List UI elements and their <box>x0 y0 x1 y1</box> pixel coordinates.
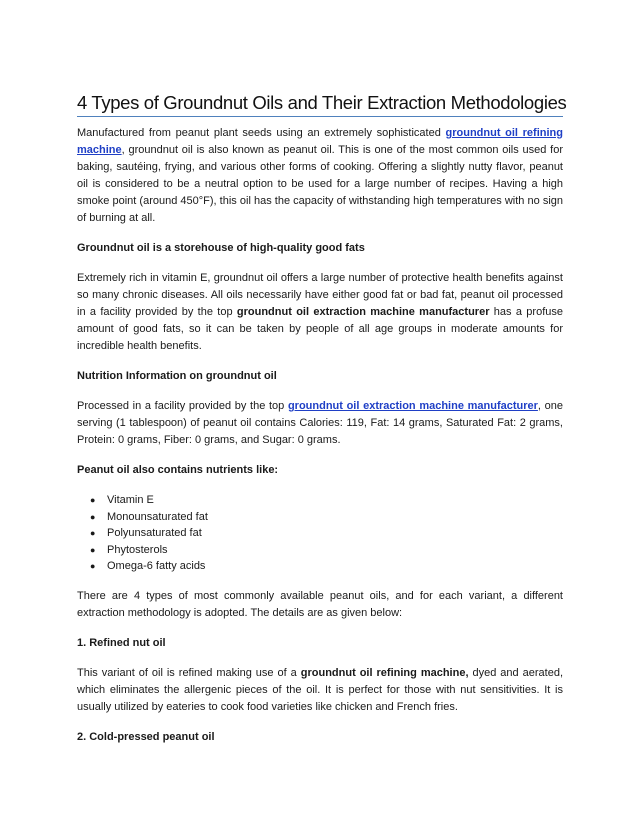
list-item: ● Monounsaturated fat <box>77 509 563 526</box>
fats-paragraph <box>77 270 563 355</box>
nutrition-text-end: , one serving (1 tablespoon) of peanut oil contains Calories: 119, Fat: 14 grams, Saturated Fat: 2 grams, Protein: 0 grams, Fiber: 0 grams, and Sugar: 0 grams. <box>77 400 563 446</box>
nutrients-heading: Peanut oil also contains nutrients like: <box>77 464 279 476</box>
fats-text-start: Extremely rich in vitamin E, groundnut oil offers a large number of protective health benefits against so many chronic diseases. All oils necessarily have either good fat or bad fat, peanut oil processed in a facility provided by the top <box>77 272 563 318</box>
fats-bold-phrase: groundnut oil extraction machine manufacturer <box>236 306 490 318</box>
refined-oil-heading: 1. Refined nut oil <box>77 636 166 649</box>
refined-text-end: dyed and aerated, which eliminates the allergenic pieces of the oil. It is perfect for those with nut sensitivities. It is usually utilized by eateries to cook food varieties like chicken and French fries. <box>77 666 563 713</box>
bullet-icon: ● <box>90 495 96 505</box>
list-item: ● Vitamin E <box>77 492 563 509</box>
fats-text-end: has a profuse amount of good fats, so it can be taken by people of all age groups in moderate amounts for incredible health benefits. <box>77 306 563 352</box>
refined-bold-phrase: groundnut oil refining machine, <box>300 666 469 679</box>
nutrients-list <box>77 492 563 575</box>
groundnut-oil-extraction-machine-manufacturer-link[interactable]: groundnut oil extraction machine manufacturer <box>287 400 538 412</box>
list-item: ● Phytosterols <box>77 542 563 559</box>
intro-text-start: Manufactured from peanut plant seeds using an extremely sophisticated <box>77 127 446 139</box>
list-item: ● Polyunsaturated fat <box>77 525 563 542</box>
bullet-icon: ● <box>90 511 96 522</box>
nutrition-paragraph <box>77 398 563 449</box>
groundnut-oil-refining-machine-link[interactable]: groundnut oil refining machine <box>77 127 563 156</box>
list-item: ● Omega-6 fatty acids <box>77 558 563 575</box>
nutrition-heading: Nutrition Information on groundnut oil <box>77 370 277 382</box>
page-title: 4 Types of Groundnut Oils and Their Extraction Methodologies <box>77 92 563 117</box>
bullet-icon: ● <box>90 544 96 555</box>
document-page <box>77 92 567 759</box>
refined-text-start: This variant of oil is refined making use of a <box>77 666 301 679</box>
intro-paragraph <box>77 125 563 227</box>
intro-text-end: , groundnut oil is also known as peanut oil. This is one of the most common oils used for baking, sautéing, frying, and various other forms of cooking. Offering a slightly nutty flavor, peanut oil is considered to be a neutral option to be used for a large number of recipes. Having a high smoke point (around 450°F), this oil has the capacity of withstanding high temperatures with no sign of burning at all. <box>77 144 563 224</box>
bullet-icon: ● <box>90 561 96 571</box>
types-intro-paragraph: There are 4 types of most commonly available peanut oils, and for each variant, a different extraction methodology is adopted. The details are as given below: <box>77 589 563 619</box>
cold-pressed-heading: 2. Cold-pressed peanut oil <box>77 730 215 743</box>
refined-oil-paragraph <box>77 665 563 716</box>
fats-heading: Groundnut oil is a storehouse of high-quality good fats <box>77 242 365 254</box>
bullet-icon: ● <box>90 528 96 538</box>
nutrition-text-start: Processed in a facility provided by the top <box>77 400 288 412</box>
